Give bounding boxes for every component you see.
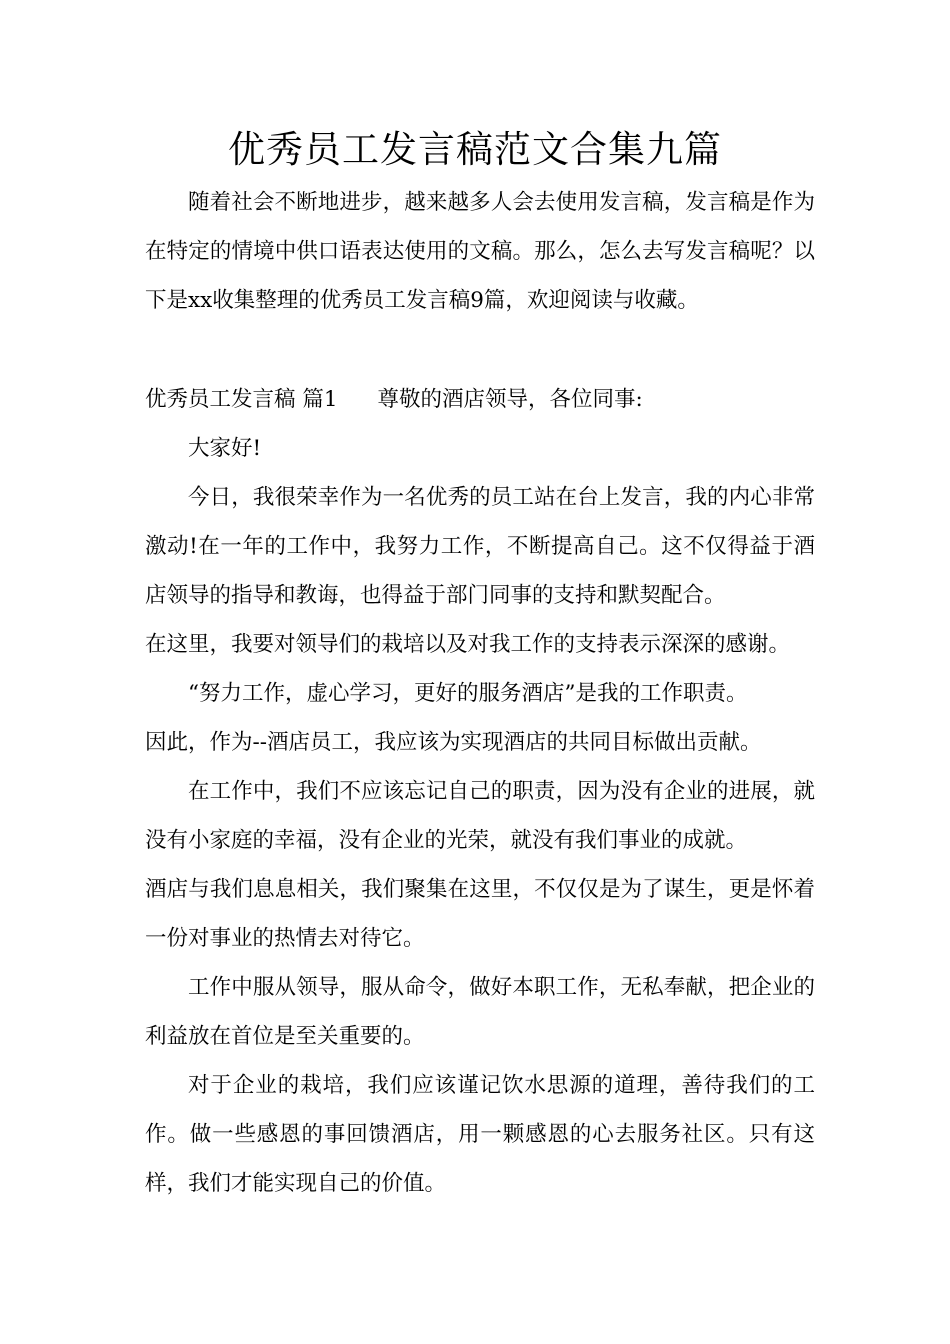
section-1-body — [145, 375, 815, 1208]
section-heading-line — [145, 375, 815, 424]
intro-paragraph: 随着社会不断地进步，越来越多人会去使用发言稿，发言稿是作为在特定的情境中供口语表达使用的文稿。那么，怎么去写发言稿呢？以下是xx收集整理的优秀员工发言稿9篇，欢迎阅读与收藏。 — [145, 190, 815, 313]
paragraph-duty: “努力工作，虚心学习，更好的服务酒店”是我的工作职责。 — [188, 681, 748, 706]
paragraph-passion: 酒店与我们息息相关，我们聚集在这里，不仅仅是为了谋生，更是怀着一份对事业的热情去对待它。 — [145, 877, 815, 951]
paragraph-thanks: 在这里，我要对领导们的栽培以及对我工作的支持表示深深的感谢。 — [145, 632, 791, 657]
paragraph-responsibility: 在工作中，我们不应该忘记自己的职责，因为没有企业的进展，就没有小家庭的幸福，没有企业的光荣，就没有我们事业的成就。 — [145, 779, 815, 853]
document-title: 优秀员工发言稿范文合集九篇 — [228, 128, 722, 171]
paragraph-obedience: 工作中服从领导，服从命令，做好本职工作，无私奉献，把企业的利益放在首位是至关重要的。 — [145, 975, 815, 1049]
section-heading: 优秀员工发言稿 篇1 — [145, 387, 338, 412]
intro-block — [145, 178, 815, 325]
paragraph-greeting: 大家好! — [188, 436, 262, 461]
salutation: 尊敬的酒店领导，各位同事: — [377, 387, 643, 412]
paragraph-gratitude: 对于企业的栽培，我们应该谨记饮水思源的道理，善待我们的工作。做一些感恩的事回馈酒店，用一颗感恩的心去服务社区。只有这样，我们才能实现自己的价值。 — [145, 1073, 815, 1196]
paragraph-honor: 今日，我很荣幸作为一名优秀的员工站在台上发言，我的内心非常激动!在一年的工作中，我努力工作，不断提高自己。这不仅得益于酒店领导的指导和教诲，也得益于部门同事的支持和默契配合。 — [145, 485, 815, 608]
paragraph-contribution: 因此，作为--酒店员工，我应该为实现酒店的共同目标做出贡献。 — [145, 730, 762, 755]
